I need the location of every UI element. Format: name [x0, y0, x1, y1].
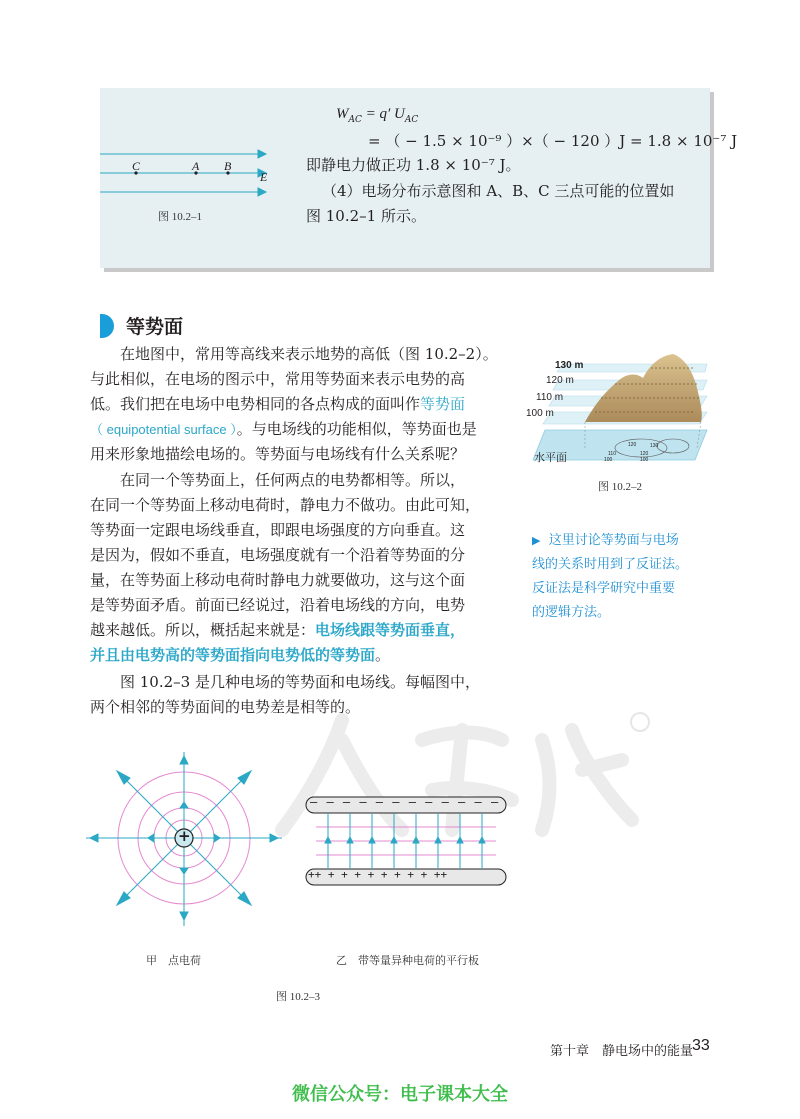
wechat-watermark: 微信公众号：电子课本大全: [292, 1084, 508, 1105]
p1-line-4: （ equipotential surface ）。与电场线的功能相似，等势面也是: [90, 420, 477, 438]
inner-label-2: 110: [608, 451, 616, 457]
example-solution-box: [100, 88, 738, 268]
p2-line-7: 越来越低。所以，概括起来就是：电场线跟等势面垂直，: [90, 621, 466, 639]
figure-10-2-1-caption: 图 10.2–1: [158, 211, 202, 223]
inner-label-3: 100: [604, 457, 613, 463]
figure-10-2-3-point-charge: [84, 750, 284, 940]
inner-label-1: 120: [628, 442, 637, 448]
field-e-label: E: [260, 170, 268, 184]
side-note-line-2: 线的关系时用到了反证法。: [532, 557, 689, 572]
conclusion-part-b: 并且由电势高的等势面指向电势低的等势面: [90, 646, 376, 664]
inner-label-6: 100: [640, 457, 649, 463]
equation-line-2: = （ − 1.5 × 10⁻⁹ ）×（ − 120 ）J = 1.8 × 10⁻⁷ J: [368, 132, 738, 150]
level-120-label: 120 m: [546, 375, 574, 386]
term-equipotential: 等势面: [420, 395, 466, 413]
inner-label-4: 130: [650, 443, 659, 449]
example-line-4: （4）电场分布示意图和 A、B、C 三点可能的位置如: [322, 182, 675, 200]
p2-line-5: 量，在等势面上移动电荷时静电力就要做功，这与这个面: [90, 571, 466, 589]
page-number: 33: [692, 1037, 710, 1054]
figure-10-2-2-caption: 图 10.2–2: [598, 481, 642, 493]
inner-label-5: 120: [640, 451, 649, 457]
p3-line-1: 图 10.2–3 是几种电场的等势面和电场线。每幅图中，: [120, 673, 480, 691]
sub-caption-point-charge: 甲 点电荷: [146, 954, 201, 967]
section-title: 等势面: [126, 316, 184, 338]
side-note-line-4: 的逻辑方法。: [532, 605, 611, 620]
p2-line-2: 在同一个等势面上移动电荷时，静电力不做功。由此可知，: [90, 496, 481, 514]
play-triangle-icon: ▶: [532, 534, 541, 547]
term-equipotential-en: （ equipotential surface ）: [90, 422, 237, 437]
point-charge-plus: +: [178, 827, 191, 845]
side-note-line-1: ▶ 这里讨论等势面与电场: [532, 533, 679, 548]
equation-line-1: $W_{AC} = q'$ $U_{AC}$: [336, 106, 419, 125]
point-c-label: C: [132, 159, 141, 173]
positive-plate-charges: ++ + + + + + + + + ++: [308, 868, 448, 881]
p1-line-3: 低。我们把在电场中电势相同的各点构成的面叫作等势面: [90, 395, 466, 413]
section-marker: [100, 314, 114, 338]
level-100-label: 100 m: [526, 408, 554, 419]
point-a-label: A: [192, 159, 200, 173]
p2-line-8: 并且由电势高的等势面指向电势低的等势面。: [90, 646, 391, 664]
negative-plate-charges: – – – – – – – – – – – –: [310, 795, 500, 809]
p1-line-2: 与此相似，在电场的图示中，常用等势面来表示电势的高: [90, 370, 466, 388]
example-line-3: 即静电力做正功 1.8 × 10⁻⁷ J。: [306, 156, 521, 174]
level-110-label: 110 m: [536, 392, 564, 403]
p1-line-1: 在地图中，常用等高线来表示地势的高低（图 10.2–2）。: [120, 345, 498, 363]
p2-line-1: 在同一个等势面上，任何两点的电势都相等。所以，: [120, 471, 466, 489]
ground-label: 水平面: [534, 451, 567, 464]
p2-line-3: 等势面一定跟电场线垂直，即跟电场强度的方向垂直。这: [90, 521, 466, 539]
footer-chapter-title: 第十章 静电场中的能量: [550, 1044, 694, 1059]
p3-line-2: 两个相邻的等势面间的电势差是相等的。: [90, 698, 361, 716]
figure-10-2-1: [100, 146, 270, 206]
side-note-line-3: 反证法是科学研究中重要: [532, 581, 676, 596]
point-b-label: B: [224, 159, 232, 173]
p2-line-6: 是等势面矛盾。前面已经说过，沿着电场线的方向，电势: [90, 596, 466, 614]
level-130-label: 130 m: [555, 360, 584, 371]
example-line-5: 图 10.2–1 所示。: [306, 207, 426, 225]
conclusion-part-a: 电场线跟等势面垂直，: [315, 621, 466, 639]
p2-line-4: 是因为，假如不垂直，电场强度就有一个沿着等势面的分: [90, 546, 466, 564]
figure-10-2-3-caption: 图 10.2–3: [276, 991, 320, 1003]
sub-caption-parallel-plates: 乙 带等量异种电荷的平行板: [336, 954, 479, 967]
p1-line-5: 用来形象地描绘电场的。等势面与电场线有什么关系呢？: [90, 445, 466, 463]
